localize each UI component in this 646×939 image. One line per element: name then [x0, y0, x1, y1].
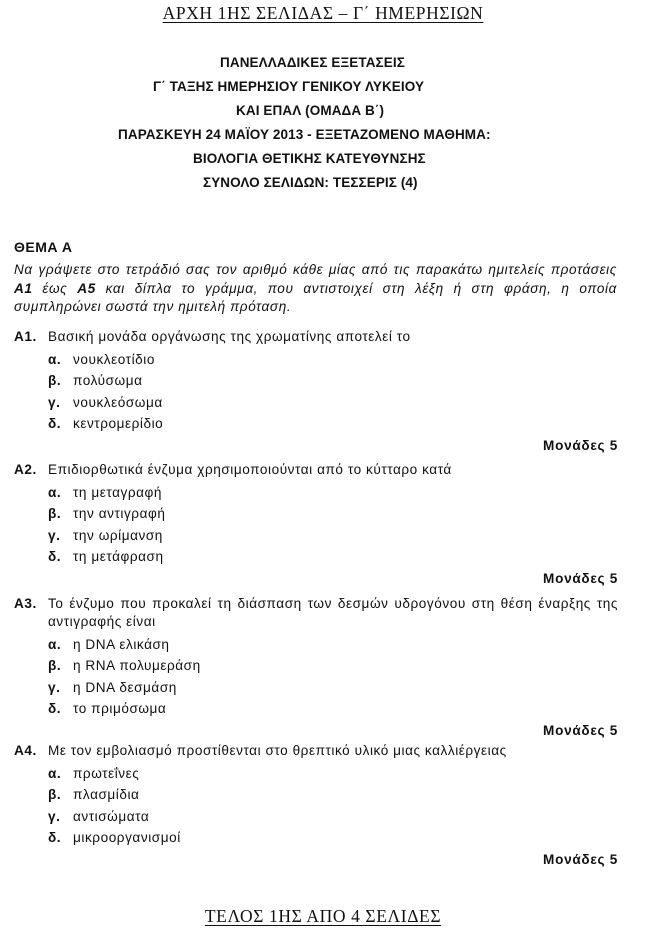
- marks-label: Μονάδες 5: [543, 438, 618, 454]
- option-text: η DNA δεσμάση: [73, 679, 177, 695]
- instructions-range-start: Α1: [14, 280, 33, 296]
- section-title: ΘΕΜΑ Α: [14, 239, 73, 255]
- option-letter: α.: [48, 766, 62, 781]
- title-line-course: ΒΙΟΛΟΓΙΑ ΘΕΤΙΚΗΣ ΚΑΤΕΥΘΥΝΣΗΣ: [193, 151, 426, 166]
- option-item: [14, 503, 618, 524]
- option-letter: β.: [48, 373, 62, 389]
- option-item: [14, 784, 618, 805]
- title-line-class: Γ΄ ΤΑΞΗΣ ΗΜΕΡΗΣΙΟΥ ΓΕΝΙΚΟΥ ΛΥΚΕΙΟΥ: [153, 79, 425, 94]
- option-item: [14, 677, 618, 698]
- option-item: [14, 763, 618, 784]
- instructions-text-2: έως: [32, 280, 78, 296]
- page-running-header: [0, 3, 646, 24]
- question-stem: [14, 742, 618, 760]
- title-line-date-subject: ΠΑΡΑΣΚΕΥΗ 24 ΜΑΪΟΥ 2013 - ΕΞΕΤΑΖΟΜΕΝΟ ΜΑΘΗΜΑ:: [118, 127, 491, 142]
- question-a4: [14, 742, 618, 870]
- option-list: [14, 349, 618, 434]
- option-text: τη μεταγραφή: [73, 485, 162, 500]
- option-text: κεντρομερίδιο: [73, 415, 164, 431]
- option-text: την ωρίμανση: [73, 527, 163, 543]
- option-item: [14, 806, 618, 827]
- marks-label: Μονάδες 5: [543, 723, 618, 739]
- question-stem: [14, 595, 618, 631]
- option-letter: γ.: [48, 808, 61, 824]
- option-item: [14, 655, 618, 676]
- instructions-text-1: Να γράψετε στο τετράδιό σας τον αριθμό κάθε μίας από τις παρακάτω ημιτελείς προτάσεις: [14, 262, 617, 277]
- option-letter: γ.: [48, 679, 61, 695]
- running-header-text: ΑΡΧΗ 1ΗΣ ΣΕΛΙΔΑΣ – Γ΄ ΗΜΕΡΗΣΙΩΝ: [162, 3, 484, 23]
- option-list: [14, 763, 618, 848]
- question-number: Α2.: [14, 462, 37, 477]
- option-letter: α.: [48, 637, 62, 652]
- option-item: [14, 370, 618, 391]
- option-letter: δ.: [48, 700, 62, 716]
- option-item: [14, 546, 618, 567]
- option-letter: α.: [48, 485, 62, 500]
- option-letter: α.: [48, 352, 62, 367]
- option-letter: β.: [48, 658, 62, 674]
- option-list: [14, 482, 618, 567]
- option-list: [14, 634, 618, 719]
- question-text: Το ένζυμο που προκαλεί τη διάσπαση των δεσμών υδρογόνου στη θέση έναρξης της αντιγραφής είναι: [48, 596, 618, 629]
- page-running-footer: [0, 906, 646, 927]
- question-text: Επιδιορθωτικά ένζυμα χρησιμοποιούνται από το κύτταρο κατά: [48, 462, 452, 477]
- option-item: [14, 634, 618, 655]
- option-letter: δ.: [48, 415, 62, 431]
- option-item: [14, 349, 618, 370]
- question-a2: [14, 461, 618, 589]
- question-text: Με τον εμβολιασμό προστίθενται στο θρεπτικό υλικό μιας καλλιέργειας: [48, 743, 507, 758]
- title-line-exams: ΠΑΝΕΛΛΑΔΙΚΕΣ ΕΞΕΤΑΣΕΙΣ: [220, 55, 405, 70]
- option-text: η RNA πολυμεράση: [73, 658, 201, 674]
- title-line-group: ΚΑΙ ΕΠΑΛ (ΟΜΑΔΑ Β΄): [236, 103, 385, 118]
- marks-label: Μονάδες 5: [543, 571, 618, 587]
- option-text: πολύσωμα: [73, 373, 143, 389]
- option-letter: β.: [48, 787, 62, 803]
- question-stem: [14, 461, 618, 479]
- option-item: [14, 525, 618, 546]
- marks-label: Μονάδες 5: [543, 852, 618, 868]
- option-text: αντισώματα: [73, 808, 150, 824]
- question-text: Βασική μονάδα οργάνωσης της χρωματίνης αποτελεί το: [48, 329, 411, 344]
- instructions-text-3: και δίπλα το γράμμα, που αντιστοιχεί στη λέξη ή στη φράση, η οποία συμπληρώνει σωστά την ημιτελή πρόταση.: [14, 280, 618, 314]
- option-item: [14, 413, 618, 434]
- question-number: Α1.: [14, 329, 37, 344]
- option-text: μικροοργανισμοί: [73, 829, 181, 845]
- question-a3: [14, 595, 618, 741]
- option-item: [14, 698, 618, 719]
- option-item: [14, 392, 618, 413]
- option-text: το πριμόσωμα: [73, 700, 167, 716]
- question-number: Α3.: [14, 596, 37, 611]
- question-number: Α4.: [14, 743, 37, 758]
- running-footer-text: ΤΕΛΟΣ 1ΗΣ ΑΠΟ 4 ΣΕΛΙΔΕΣ: [204, 906, 442, 926]
- option-letter: δ.: [48, 548, 62, 564]
- option-text: η DNA ελικάση: [73, 637, 170, 652]
- question-a1: [14, 328, 618, 456]
- instructions-range-end: Α5: [77, 280, 96, 296]
- option-letter: γ.: [48, 527, 61, 543]
- option-text: τη μετάφραση: [73, 548, 164, 564]
- question-stem: [14, 328, 618, 346]
- option-item: [14, 482, 618, 503]
- option-text: νουκλεοτίδιο: [73, 352, 155, 367]
- option-letter: γ.: [48, 394, 61, 410]
- title-line-page-count: ΣΥΝΟΛΟ ΣΕΛΙΔΩΝ: ΤΕΣΣΕΡΙΣ (4): [203, 175, 418, 190]
- section-instructions: [14, 261, 617, 317]
- option-letter: δ.: [48, 829, 62, 845]
- option-item: [14, 827, 618, 848]
- option-letter: β.: [48, 506, 62, 522]
- option-text: την αντιγραφή: [73, 506, 166, 522]
- option-text: πλασμίδια: [73, 787, 140, 803]
- option-text: νουκλεόσωμα: [73, 394, 163, 410]
- option-text: πρωτεΐνες: [73, 766, 140, 781]
